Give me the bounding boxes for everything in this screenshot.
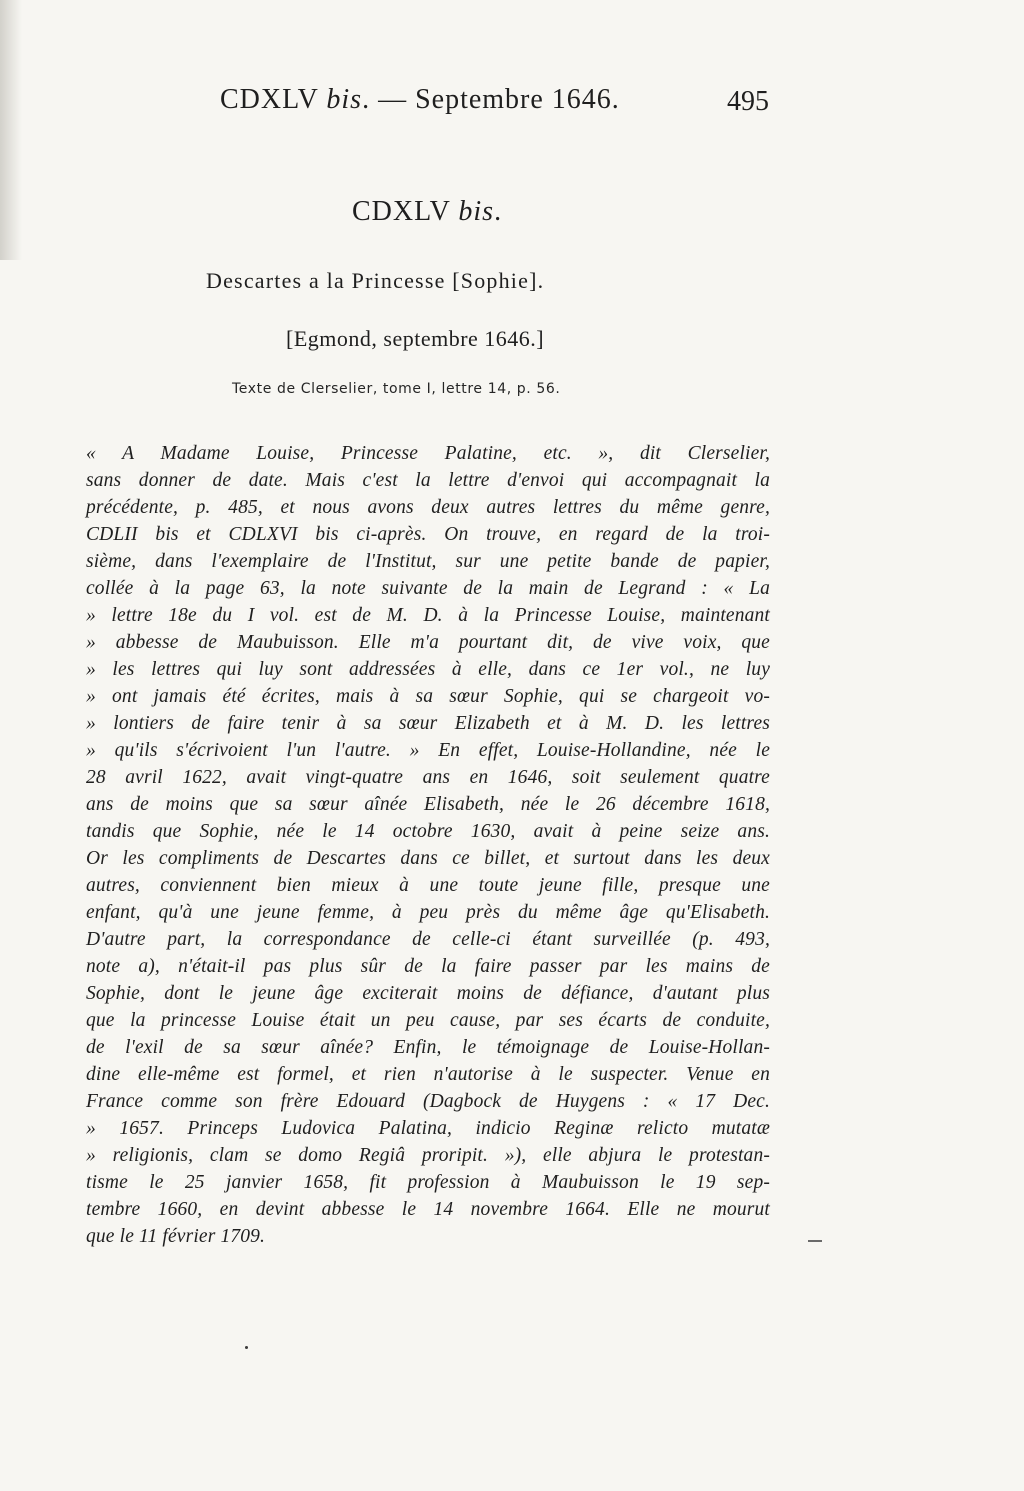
running-head-rest: . — Septembre 1646. xyxy=(362,84,620,115)
body-line: sième, dans l'exemplaire de l'Institut, sur une petite bande de papier, xyxy=(86,551,770,572)
body-line: France comme son frère Edouard (Dagbock de Huygens : « 17 Dec. xyxy=(86,1091,770,1112)
commentary-text xyxy=(86,440,770,1250)
letter-number-suffix: . xyxy=(494,196,503,227)
letter-number-prefix: CDXLV xyxy=(352,196,459,227)
body-line: tisme le 25 janvier 1658, fit profession à Maubuisson le 19 sep- xyxy=(86,1172,770,1193)
place-date: [Egmond, septembre 1646.] xyxy=(286,326,545,351)
body-line: ans de moins que sa sœur aînée Elisabeth, née le 26 décembre 1618, xyxy=(86,794,770,815)
letter-number-italic: bis xyxy=(458,196,495,227)
body-line: que la princesse Louise était un peu cause, par ses écarts de conduite, xyxy=(86,1010,770,1031)
body-line: dine elle-même est formel, et rien n'autorise à le suspecter. Venue en xyxy=(86,1064,770,1085)
page-edge-shadow xyxy=(0,0,22,260)
body-line: de l'exil de sa sœur aînée? Enfin, le témoignage de Louise-Hollan- xyxy=(86,1037,770,1058)
body-line: » ont jamais été écrites, mais à sa sœur Sophie, qui se chargeoit vo- xyxy=(86,686,770,707)
body-line: » qu'ils s'écrivoient l'un l'autre. » En effet, Louise-Hollandine, née le xyxy=(86,740,770,761)
body-line: Or les compliments de Descartes dans ce billet, et surtout dans les deux xyxy=(86,848,770,869)
body-line: tembre 1660, en devint abbesse le 14 novembre 1664. Elle ne mourut xyxy=(86,1199,770,1220)
running-head xyxy=(220,84,640,116)
body-line: » lettre 18e du I vol. est de M. D. à la Princesse Louise, maintenant xyxy=(86,605,770,626)
source-note: Texte de Clerselier, tome I, lettre 14, p. 56. xyxy=(232,381,561,397)
body-line: précédente, p. 485, et nous avons deux autres lettres du même genre, xyxy=(86,497,770,518)
margin-dash xyxy=(808,1240,822,1242)
body-line: enfant, qu'à une jeune femme, à peu près du même âge qu'Elisabeth. xyxy=(86,902,770,923)
letter-title: Descartes a la Princesse [Sophie]. xyxy=(206,268,545,293)
body-line: 28 avril 1622, avait vingt-quatre ans en 1646, soit seulement quatre xyxy=(86,767,770,788)
body-line: » 1657. Princeps Ludovica Palatina, indicio Reginæ relicto mutatæ xyxy=(86,1118,770,1139)
body-line: sans donner de date. Mais c'est la lettre d'envoi qui accompagnait la xyxy=(86,470,770,491)
running-head-italic: bis xyxy=(326,84,363,115)
page-number: 495 xyxy=(727,86,769,117)
body-line: » les lettres qui luy sont addressées à elle, dans ce 1er vol., ne luy xyxy=(86,659,770,680)
body-line: « A Madame Louise, Princesse Palatine, etc. », dit Clerselier, xyxy=(86,443,770,464)
stray-dot xyxy=(245,1346,248,1349)
body-line: Sophie, dont le jeune âge exciterait moins de défiance, d'autant plus xyxy=(86,983,770,1004)
body-line: D'autre part, la correspondance de celle-ci étant surveillée (p. 493, xyxy=(86,929,770,950)
body-line: collée à la page 63, la note suivante de la main de Legrand : « La xyxy=(86,578,770,599)
letter-number xyxy=(352,196,502,228)
body-line: autres, conviennent bien mieux à une toute jeune fille, presque une xyxy=(86,875,770,896)
running-head-prefix: CDXLV xyxy=(220,84,327,115)
body-line: tandis que Sophie, née le 14 octobre 1630, avait à peine seize ans. xyxy=(86,821,770,842)
body-line: CDLII bis et CDLXVI bis ci-après. On trouve, en regard de la troi- xyxy=(86,524,770,545)
body-line: » religionis, clam se domo Regiâ proripit. »), elle abjura le protestan- xyxy=(86,1145,770,1166)
body-line: » lontiers de faire tenir à sa sœur Elizabeth et à M. D. les lettres xyxy=(86,713,770,734)
body-line: que le 11 février 1709. xyxy=(86,1226,266,1247)
body-line: » abbesse de Maubuisson. Elle m'a pourtant dit, de vive voix, que xyxy=(86,632,770,653)
body-line: note a), n'était-il pas plus sûr de la faire passer par les mains de xyxy=(86,956,770,977)
